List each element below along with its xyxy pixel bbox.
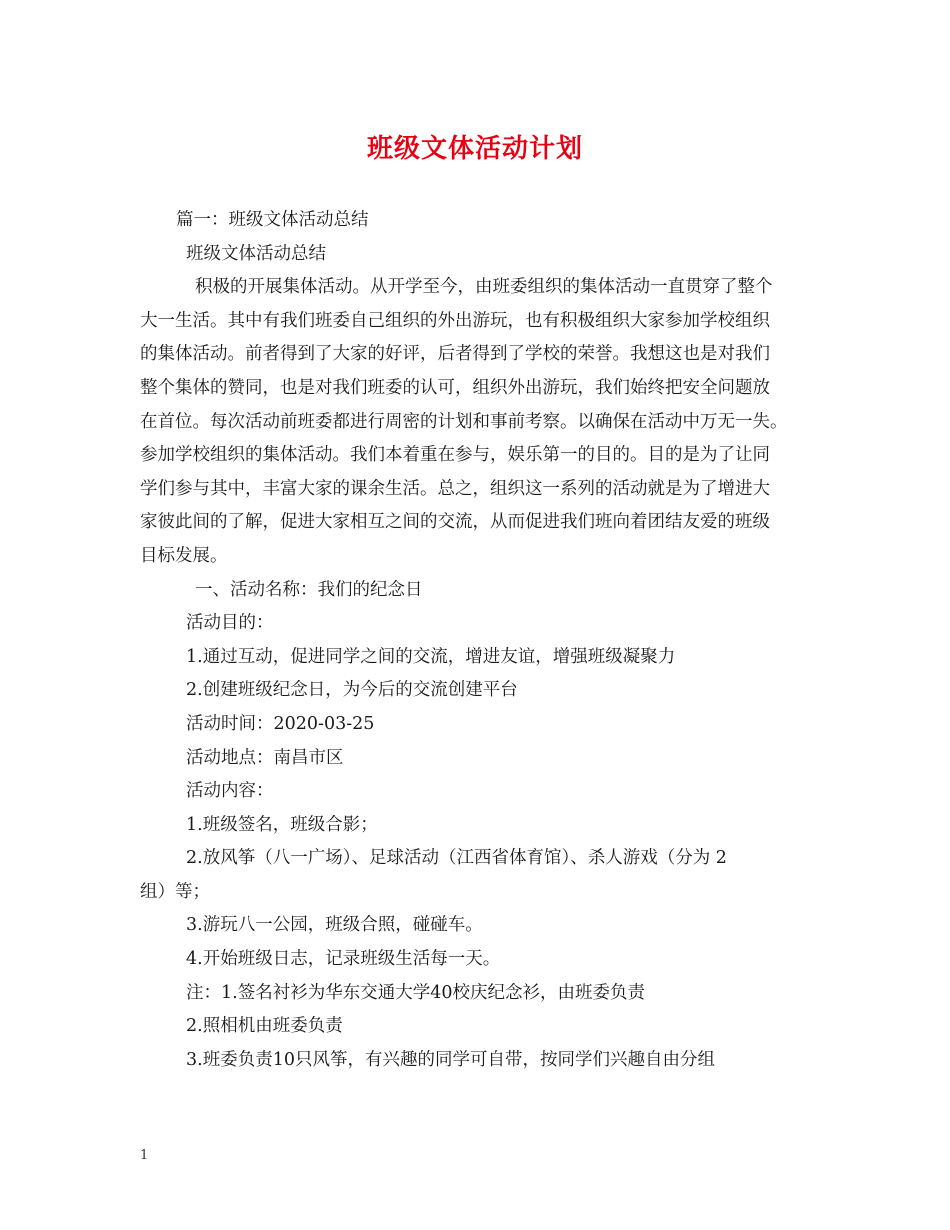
activity-time: 活动时间：2020-03-25 (186, 713, 375, 734)
page-number: 1 (140, 1148, 149, 1163)
content-item-2: 2.放风筝（八一广场）、足球活动（江西省体育馆）、杀人游戏（分为 2 (186, 848, 727, 869)
paragraph-line: 大一生活。其中有我们班委自己组织的外出游玩，也有积极组织大家参加学校组织 (140, 310, 770, 331)
purpose-label: 活动目的： (186, 613, 274, 634)
purpose-item-2: 2.创建班级纪念日，为今后的交流创建平台 (186, 680, 518, 701)
paragraph-line: 学们参与其中，丰富大家的课余生活。总之，组织这一系列的活动就是为了增进大 (140, 478, 770, 499)
content-item-4: 4.开始班级日志，记录班级生活每一天。 (186, 949, 501, 970)
paragraph-line: 的集体活动。前者得到了大家的好评，后者得到了学校的荣誉。我想这也是对我们 (140, 344, 770, 365)
summary-paragraph (140, 271, 820, 573)
content-item-3: 3.游玩八一公园，班级合照，碰碰车。 (186, 915, 483, 936)
content-label: 活动内容： (186, 781, 274, 802)
purpose-item-1: 1.通过互动，促进同学之间的交流，增进友谊，增强班级凝聚力 (186, 646, 676, 667)
activity-place: 活动地点：南昌市区 (186, 747, 344, 768)
paragraph-line: 目标发展。 (140, 545, 228, 566)
content-item-1: 1.班级签名，班级合影； (186, 814, 378, 835)
paragraph-line: 积极的开展集体活动。从开学至今，由班委组织的集体活动一直贯穿了整个 (195, 277, 773, 298)
note-item-1: 注：1.签名衬衫为华东交通大学40校庆纪念衫，由班委负责 (186, 982, 645, 1003)
paragraph-line: 整个集体的赞同，也是对我们班委的认可，组织外出游玩，我们始终把安全问题放 (140, 377, 770, 398)
note-item-3: 3.班委负责10只风筝，有兴趣的同学可自带，按同学们兴趣自由分组 (186, 1049, 715, 1070)
summary-title: 班级文体活动总结 (186, 243, 326, 264)
paragraph-line: 在首位。每次活动前班委都进行周密的计划和事前考察。以确保在活动中万无一失。 (140, 411, 788, 432)
section-heading: 篇一：班级文体活动总结 (176, 210, 369, 230)
activity-heading: 一、活动名称：我们的纪念日 (195, 579, 423, 600)
note-item-2: 2.照相机由班委负责 (186, 1016, 343, 1037)
paragraph-line: 家彼此间的了解，促进大家相互之间的交流，从而促进我们班向着团结友爱的班级 (140, 512, 770, 533)
content-item-2-continued: 组）等； (140, 881, 210, 902)
document-body (140, 204, 820, 1077)
document-title: 班级文体活动计划 (366, 134, 583, 164)
paragraph-line: 参加学校组织的集体活动。我们本着重在参与，娱乐第一的目的。目的是为了让同 (140, 445, 770, 466)
